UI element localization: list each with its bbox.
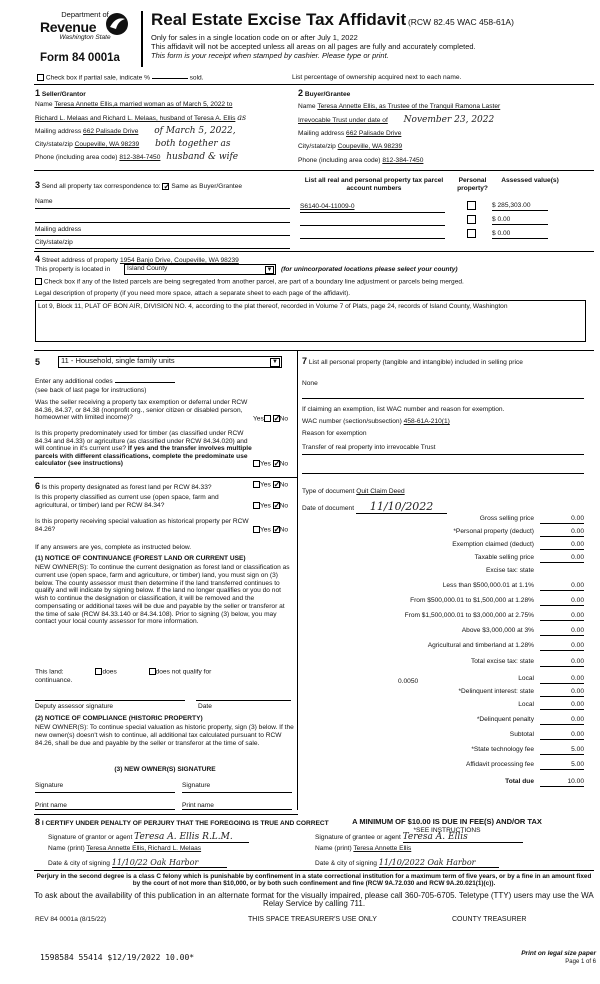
does-not-label: does not qualify for (155, 668, 212, 676)
grantee-date-city[interactable]: 11/10/2022 Oak Harbor (379, 858, 499, 868)
land-use-select[interactable] (58, 356, 282, 368)
local-rate: 0.0050 (398, 678, 419, 685)
seller-city[interactable]: Coupeville, WA 98239 (74, 141, 140, 148)
seller-mail-label: Mailing address (35, 128, 82, 135)
q1-yes-checkbox[interactable] (264, 415, 271, 422)
q1-no-checkbox[interactable] (273, 415, 280, 422)
s6q3-no-label: No (279, 526, 289, 534)
seller-handwritten-2: of March 5, 2022, (154, 126, 236, 136)
grantor-date-city[interactable]: 11/10/22 Oak Harbor (112, 858, 227, 868)
s6q1-no-checkbox[interactable] (273, 481, 280, 488)
tax-row-value[interactable]: 0.00 (540, 515, 584, 524)
logo-dept: Department of (61, 10, 109, 19)
partial-sale-checkbox[interactable] (37, 74, 44, 81)
seller-mail[interactable]: 662 Palisade Drive (83, 128, 139, 135)
tax-row-label: From $1,500,000.01 to $3,000,000 at 2.75% (404, 612, 534, 619)
tax-row-value[interactable]: 0.00 (540, 597, 584, 606)
tax-row-value[interactable]: 0.00 (540, 642, 584, 651)
sec6-number: 6 (35, 481, 41, 491)
personal-property-checkbox-1[interactable] (467, 201, 476, 210)
rcw-ref: (RCW 82.45 WAC 458-61A) (407, 17, 514, 27)
sec7-number: 7 (302, 356, 308, 366)
segregated-label: Check box if any of the listed parcels are being segregated from another parcel, are part of a boundary line adjustment or parcels being merged. (43, 278, 464, 286)
notice-continuance-heading: (1) NOTICE OF CONTINUANCE (FOREST LAND OR CURRENT USE) (35, 555, 246, 562)
buyer-name-label: Name (298, 103, 316, 110)
notice-compliance-heading: (2) NOTICE OF COMPLIANCE (HISTORIC PROPERTY) (35, 715, 203, 722)
buyer-city[interactable]: Coupeville, WA 98239 (337, 143, 403, 150)
tax-row-value[interactable]: 0.00 (540, 731, 584, 740)
revenue-logo-icon (104, 12, 130, 36)
grantee-name[interactable]: Teresa Annette Ellis (353, 845, 412, 852)
owner-print-label-2: Print name (182, 802, 214, 809)
certify-statement: I CERTIFY UNDER PENALTY OF PERJURY THAT THE FOREGOING IS TRUE AND CORRECT (41, 820, 329, 827)
s6q2-yes-checkbox[interactable] (253, 502, 260, 509)
additional-codes-field[interactable] (115, 382, 175, 383)
grantor-sig-label: Signature of grantor or agent (48, 834, 133, 841)
tax-row-label: Local (518, 675, 534, 682)
list-pct-label: List percentage of ownership acquired next to each name. (292, 74, 462, 81)
this-land-label: This land: (35, 668, 64, 676)
assessed-value-2[interactable]: $ 0.00 (492, 216, 548, 225)
buyer-city-label: City/state/zip (298, 143, 336, 150)
personal-property-list-label: List all personal property (tangible and intangible) included in selling price (308, 359, 523, 366)
legal-paper-note: Print on legal size paper (521, 950, 596, 957)
sec3-number: 3 (35, 180, 41, 190)
sec3-city-label: City/state/zip (35, 239, 73, 246)
q2-yes-label: Yes (260, 460, 271, 468)
grantee-name-label: Name (print) (315, 845, 352, 852)
owner-sig-label-1: Signature (35, 782, 64, 789)
tax-row-label: Excise tax: state (485, 567, 534, 574)
seller-city-label: City/state/zip (35, 141, 73, 148)
seller-name-line1[interactable]: Teresa Annette Ellis,a married woman as of March 5, 2022 to (54, 101, 233, 108)
s6q3-yes-checkbox[interactable] (253, 526, 260, 533)
tax-row-label: Total due (505, 778, 534, 785)
form-number: Form 84 0001a (40, 52, 120, 64)
seller-handwritten-3: both together as (155, 139, 231, 149)
owner-print-label-1: Print name (35, 802, 67, 809)
header-note-2: This affidavit will not be accepted unless all areas on all pages are fully and accurately completed. (151, 42, 476, 51)
tax-row-value[interactable]: 0.00 (540, 658, 584, 667)
exemption-reason[interactable]: Transfer of real property into irrevocable Trust (302, 444, 436, 451)
sec2-number: 2 (298, 88, 304, 98)
perjury-notice: Perjury in the second degree is a class C felony which is punishable by confinement in a state correctional institution for a maximum term of five years, or by a fine in an amount fixed by the court of not more than $10,000, or by both such confinement and fine (RCW 9A.72.030 and RCW 9A.20.021(1)(c)). (36, 873, 592, 888)
buyer-heading: Buyer/Grantee (304, 91, 351, 98)
tax-row-value[interactable]: 0.00 (540, 612, 584, 621)
claim-exemption-label: If claiming an exemption, list WAC number and reason for exemption. (302, 406, 505, 413)
tax-row-value[interactable]: 0.00 (540, 627, 584, 636)
q2-yes-checkbox[interactable] (253, 460, 260, 467)
tax-row-value[interactable]: 5.00 (540, 761, 584, 770)
tax-row-label: Taxable selling price (474, 554, 534, 561)
tax-row-label: *Delinquent interest: state (458, 688, 534, 695)
tax-row-label: Total excise tax: state (470, 658, 534, 665)
s6q1-no-label: No (279, 481, 289, 489)
timber-question-b: If yes and the transfer involves multiple parcels with different classifications, complete the predominate use calculator (see instructions) (35, 445, 252, 468)
doc-type-label: Type of document (302, 488, 355, 495)
q2-no-checkbox[interactable] (273, 460, 280, 467)
parcel-list-heading: List all real and personal property tax parcel account numbers (304, 177, 444, 192)
alt-format-notice: To ask about the availability of this publication in an alternate format for the visually impaired, please call 360-705-6705. Teletype (TTY) users may use the WA Relay Service by calling 711. (34, 891, 594, 909)
buyer-name-line1[interactable]: Teresa Annette Ellis, as Trustee of the Tranquil Ramona Laster (317, 103, 501, 110)
seller-phone-label: Phone (including area code) (35, 154, 118, 161)
buyer-phone[interactable]: 812-384-7450 (382, 157, 424, 164)
header-note-1: Only for sales in a single location code on or after July 1, 2022 (151, 33, 358, 42)
doc-type[interactable]: Quit Claim Deed (356, 488, 405, 495)
tax-row-label: Less than $500,000.01 at 1.1% (442, 582, 534, 589)
legal-desc-label: Legal description of property (if you need more space, attach a separate sheet to each page of the affidavit). (35, 290, 351, 297)
seller-name-line2[interactable]: Richard L. Melaas and Richard L. Melaas, husband of Teresa A. Ellis (35, 115, 236, 122)
buyer-phone-label: Phone (including area code) (298, 157, 381, 164)
sec5-number: 5 (35, 357, 41, 367)
treasurer-use-only: THIS SPACE TREASURER'S USE ONLY (248, 916, 377, 923)
logo-revenue: Revenue (40, 18, 97, 35)
grantee-sig-label: Signature of grantee or agent (315, 834, 401, 841)
new-owner-sig-heading: (3) NEW OWNER(S) SIGNATURE (114, 766, 216, 773)
buyer-name-line2[interactable]: Irrevocable Trust under date of (298, 117, 388, 124)
deputy-date-label: Date (198, 703, 212, 710)
buyer-mail[interactable]: 662 Palisade Drive (346, 130, 402, 137)
land-use-value: 11 - Household, single family units (61, 356, 175, 365)
county-select[interactable] (124, 264, 276, 275)
tax-row-value[interactable]: 0.00 (540, 554, 584, 563)
chevron-down-icon: ▼ (270, 358, 280, 367)
grantee-date-label: Date & city of signing (315, 860, 377, 867)
tax-row-label: Above $3,000,000 at 3% (461, 627, 534, 634)
doc-date-label: Date of document (302, 505, 355, 512)
seller-phone[interactable]: 812-384-7450 (119, 154, 161, 161)
grantor-date-label: Date & city of signing (48, 860, 110, 867)
tax-row-value[interactable]: 10.00 (540, 778, 584, 787)
does-label: does (102, 668, 117, 676)
tax-row-label: Local (518, 701, 534, 708)
s6q2-no-label: No (279, 502, 289, 510)
s6q3-yes-label: Yes (260, 526, 271, 534)
seller-handwritten-1: as (237, 113, 247, 122)
partial-sold-label: sold. (189, 74, 204, 82)
tax-row-value[interactable]: 0.00 (540, 716, 584, 725)
wac-number[interactable]: 458-61A-210(1) (403, 418, 450, 425)
treasurer-stamp: 1598584 55414 $12/19/2022 10.00* (40, 953, 195, 962)
q1-yes-label: Yes (253, 415, 264, 423)
personal-property-checkbox-2[interactable] (467, 215, 476, 224)
assessed-value-1[interactable]: $ 285,303.00 (492, 202, 548, 211)
owner-sig-label-2: Signature (182, 782, 211, 789)
same-as-buyer-checkbox[interactable] (162, 183, 169, 190)
grantor-name-label: Name (print) (48, 845, 85, 852)
tax-row-value[interactable]: 0.00 (540, 701, 584, 710)
sec3-label: Send all property tax correspondence to: (41, 183, 161, 190)
tax-row-label: Affidavit processing fee (465, 761, 534, 768)
reason-label: Reason for exemption (302, 430, 367, 437)
legal-description-field[interactable] (35, 300, 586, 342)
s6q3-no-checkbox[interactable] (273, 526, 280, 533)
street-address[interactable]: 1954 Banjo Drive, Coupeville, WA 98239 (119, 257, 239, 264)
tax-row-label: From $500,000.01 to $1,500,000 at 1.28% (410, 597, 534, 604)
current-use-question: Is this property classified as current use (open space, farm and agricultural, or timber) land per RCW 84.34? (35, 494, 219, 509)
grantor-signature[interactable]: Teresa A. Ellis R.L.M. (134, 832, 249, 843)
tax-row-value[interactable]: 0.00 (540, 688, 584, 697)
notice-continuance-text: NEW OWNER(S): To continue the current designation as forest land or classification as current use (open space, farm and agriculture, or timber) land, you must sign on (3) below. The county assessor must then determine if the land transferred continues to qualify and will indicate by signing below. If the land no longer qualifies or you do not wish to continue the designation or classification, it will be removed and the compensating or additional taxes will be due and payable by the seller or transferor at the time of sale (RCW 84.33.140 or 84.34.108). Prior to signing (3) below, you may contact your local county assessor for more information. (35, 564, 290, 626)
notice-compliance-text: NEW OWNER(S): To continue special valuation as historic property, sign (3) below. If the new owner(s) doesn't wish to continue, all additional tax calculated pursuant to RCW 84.26, shall be due and payable by the seller or transferor at the time of sale. (35, 724, 294, 747)
sec1-number: 1 (35, 88, 41, 98)
legal-description: Lot 9, Block 11, PLAT OF BON AIR, DIVISION NO. 4, according to the plat thereof, recorded in Volume 7 of Plats, page 24, records of Island County, Washington (38, 303, 508, 310)
wac-label: WAC number (section/subsection) (302, 418, 402, 425)
page-title: Real Estate Excise Tax Affidavit (151, 10, 407, 29)
personal-property-heading: Personal property? (457, 177, 488, 192)
tax-row-value[interactable]: 0.00 (540, 528, 584, 537)
forest-question: Is this property designated as forest land per RCW 84.33? (41, 484, 212, 491)
personal-property-none[interactable]: None (302, 380, 318, 387)
see-instructions: (see back of last page for instructions) (35, 387, 147, 394)
doc-date-hw[interactable]: 11/10/2022 (356, 500, 447, 514)
historic-question: Is this property receiving special valuation as historical property per RCW 84.26? (35, 518, 249, 533)
buyer-handwritten-date: November 23, 2022 (403, 115, 495, 125)
partial-sale-label: Check box if partial sale, indicate % (45, 74, 150, 82)
seller-heading: Seller/Grantor (41, 91, 86, 98)
buyer-mail-label: Mailing address (298, 130, 345, 137)
does-not-checkbox[interactable] (149, 668, 156, 675)
tax-row-value[interactable]: 0.00 (540, 541, 584, 550)
tax-row-label: Agricultural and timberland at 1.28% (427, 642, 534, 649)
sec3-name-label: Name (35, 198, 53, 205)
tax-row-label: Exemption claimed (deduct) (452, 541, 534, 548)
partial-pct-field[interactable] (152, 78, 188, 79)
tax-row-value[interactable]: 0.00 (540, 675, 584, 684)
assessed-value-3[interactable]: $ 0.00 (492, 230, 548, 239)
additional-codes-label: Enter any additional codes (35, 378, 113, 385)
tax-row-value[interactable]: 0.00 (540, 582, 584, 591)
see-instructions-note: *SEE INSTRUCTIONS (413, 827, 481, 834)
county-select-value: Island County (127, 265, 168, 272)
logo-state: Washington State (59, 33, 111, 41)
street-address-label: Street address of property (41, 257, 119, 264)
grantee-signature[interactable]: Teresa A. Ellis (403, 832, 523, 843)
uninc-note: (for unincorporated locations please select your county) (281, 266, 458, 273)
deputy-sig-label: Deputy assessor signature (35, 703, 114, 710)
q2-no-label: No (279, 460, 289, 468)
tax-row-label: Gross selling price (479, 515, 534, 522)
tax-row-label: *Delinquent penalty (476, 716, 534, 723)
s6q2-no-checkbox[interactable] (273, 502, 280, 509)
s6q2-yes-label: Yes (260, 502, 271, 510)
s6q1-yes-checkbox[interactable] (253, 481, 260, 488)
seller-name-label: Name (35, 101, 53, 108)
grantor-name[interactable]: Teresa Annette Ellis, Richard L. Melaas (86, 845, 202, 852)
tax-row-label: Subtotal (509, 731, 534, 738)
personal-property-checkbox-3[interactable] (467, 229, 476, 238)
header-note-3: This form is your receipt when stamped by cashier. Please type or print. (151, 51, 389, 60)
tax-row-value[interactable]: 5.00 (540, 746, 584, 755)
q1-no-label: No (279, 415, 289, 423)
located-label: This property is located in (35, 266, 111, 273)
continuance-label: continuance. (35, 677, 73, 684)
same-as-buyer-label: Same as Buyer/Grantee (171, 183, 243, 190)
segregated-checkbox[interactable] (35, 278, 42, 285)
assessed-value-heading: Assessed value(s) (501, 177, 559, 184)
sec4-number: 4 (35, 254, 41, 264)
seller-handwritten-4: husband & wife (166, 152, 239, 162)
rev-number: REV 84 0001a (8/15/22) (35, 916, 107, 923)
if-yes-note: If any answers are yes, complete as instructed below. (35, 544, 192, 551)
s6q1-yes-label: Yes (260, 481, 271, 489)
tax-row-label: *State technology fee (471, 746, 534, 753)
timber-question: Is this property predominately used for timber (as classified under RCW 84.34 and 84.33) or agriculture (as classified under RCW 84.34.020) and will continue in it's current use? (35, 430, 248, 453)
minimum-due-note: A MINIMUM OF $10.00 IS DUE IN FEE(S) AND/OR TAX (352, 817, 542, 826)
sec8-number: 8 (35, 817, 41, 827)
tax-row-label: *Personal property (deduct) (453, 528, 534, 535)
county-treasurer-label: COUNTY TREASURER (452, 916, 527, 923)
page-number: Page 1 of 6 (565, 959, 596, 965)
exemption-question: Was the seller receiving a property tax exemption or deferral under RCW 84.36, 84.37, or 84.38 (nonprofit org., senior citizen or disabled person, homeowner with limited income)? (35, 399, 248, 422)
chevron-down-icon: ▼ (266, 267, 273, 273)
parcel-number[interactable]: S6140-04-11009-0 (300, 203, 355, 210)
sec3-mail-label: Mailing address (35, 226, 82, 233)
